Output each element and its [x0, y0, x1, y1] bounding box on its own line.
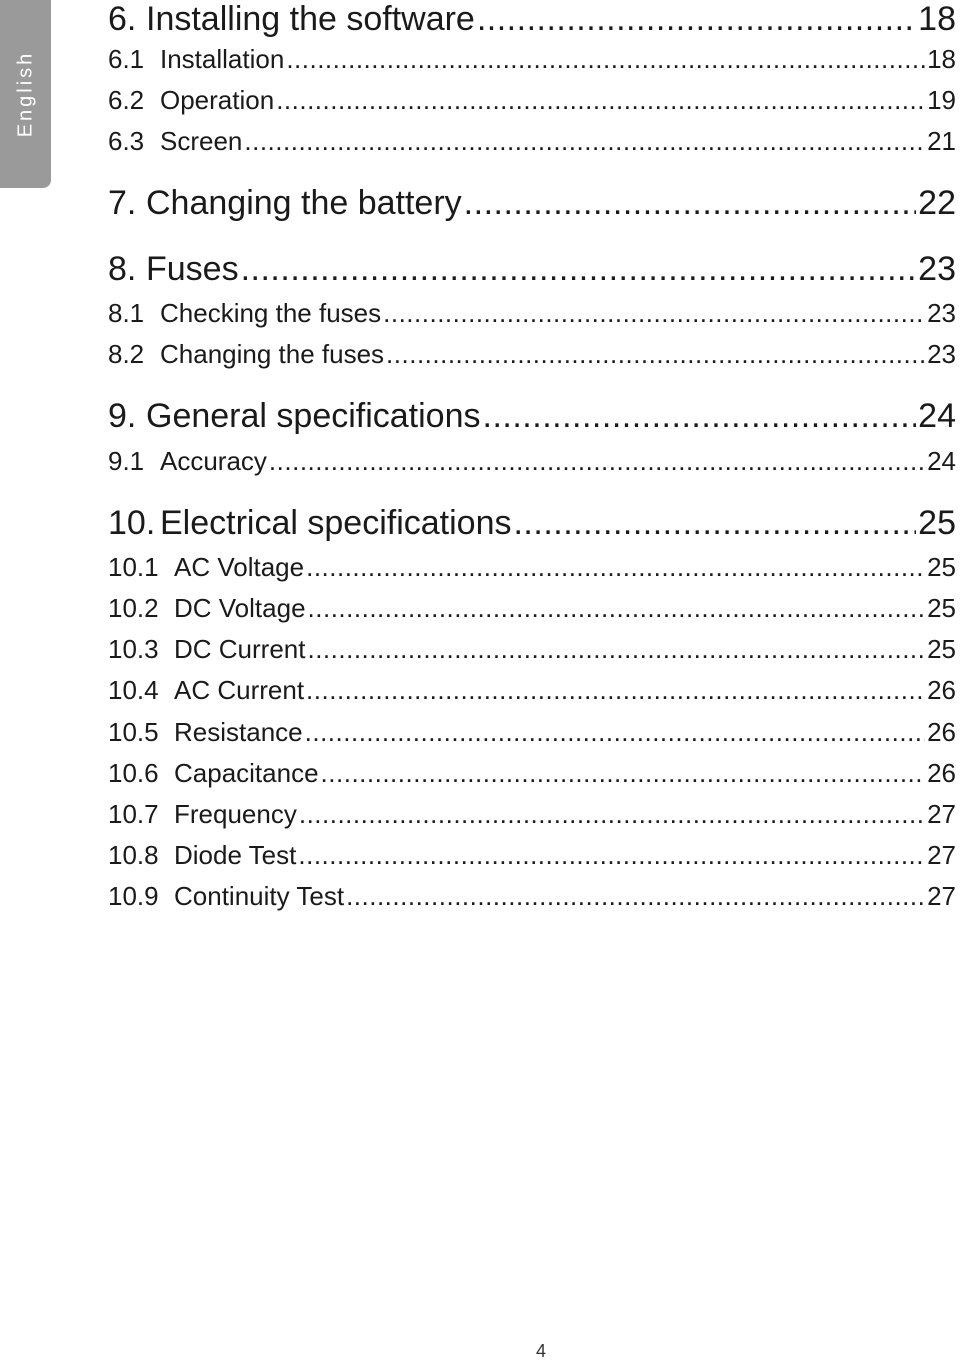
toc-entry-number: 8. [108, 250, 137, 288]
toc-entry-title: Fuses [146, 250, 239, 288]
toc-leader-dots [513, 504, 916, 543]
toc-leader-dots [306, 675, 925, 706]
toc-leader-dots [321, 758, 926, 789]
toc-leader-dots [286, 44, 925, 75]
toc-entry-title: Frequency [174, 799, 297, 829]
toc-entry-title: Continuity Test [174, 881, 345, 911]
toc-entry-page: 24 [918, 397, 956, 435]
toc-entry [108, 552, 956, 583]
toc-entry [108, 799, 956, 830]
toc-entry-number: 10. [108, 504, 156, 542]
toc-leader-dots [299, 799, 925, 830]
page-number: 4 [535, 1341, 546, 1361]
toc-entry-title: Changing the fuses [160, 339, 385, 369]
toc-entry-number: 10.9 [108, 881, 159, 911]
toc-entry [108, 298, 956, 329]
toc-leader-dots [307, 634, 925, 665]
toc-entry-title: Installation [160, 44, 285, 74]
toc-entry [108, 675, 956, 706]
toc-leader-dots [305, 717, 925, 748]
toc-entry-number: 10.7 [108, 799, 159, 829]
toc-entry [108, 446, 956, 477]
toc-entry-number: 10.4 [108, 675, 159, 705]
toc-entry-page: 23 [918, 250, 956, 288]
toc-entry-number: 9. [108, 397, 137, 435]
toc-entry-number: 6.3 [108, 126, 145, 156]
toc-entry-title: DC Voltage [174, 593, 306, 623]
toc-entry-title: AC Voltage [174, 552, 305, 582]
toc-entry-number: 8.2 [108, 339, 145, 369]
toc-leader-dots [464, 184, 917, 223]
toc-entry-page: 26 [927, 758, 956, 788]
toc-entry [108, 504, 956, 543]
toc-entry-page: 25 [927, 593, 956, 623]
toc-entry-page: 27 [927, 799, 956, 829]
toc-entry-title: AC Current [174, 675, 305, 705]
toc-leader-dots [298, 840, 925, 871]
toc-entry-page: 24 [927, 446, 956, 476]
toc-entry [108, 593, 956, 624]
toc-leader-dots [244, 126, 925, 157]
toc-entry-number: 6. [108, 0, 137, 38]
toc-leader-dots [276, 85, 925, 116]
toc-entry [108, 0, 956, 39]
toc-entry-page: 23 [927, 339, 956, 369]
toc-entry [108, 881, 956, 912]
toc-entry-page: 22 [918, 184, 956, 222]
toc-entry-number: 10.2 [108, 593, 159, 623]
toc-leader-dots [241, 250, 917, 289]
toc-entry-number: 10.5 [108, 717, 159, 747]
toc-entry-title: Diode Test [174, 840, 297, 870]
toc-entry [108, 126, 956, 157]
toc-leader-dots [269, 446, 925, 477]
toc-entry-page: 25 [927, 634, 956, 664]
toc-entry-page: 26 [927, 675, 956, 705]
toc-entry-title: DC Current [174, 634, 306, 664]
toc-entry [108, 397, 956, 436]
toc-entry [108, 44, 956, 75]
toc-entry-title: Installing the software [146, 0, 475, 38]
toc-leader-dots [386, 339, 925, 370]
toc-entry-number: 6.2 [108, 85, 145, 115]
toc-leader-dots [306, 552, 925, 583]
toc-entry-title: General specifications [146, 397, 481, 435]
toc-entry-title: Electrical specifications [160, 504, 512, 542]
toc-entry-number: 10.8 [108, 840, 159, 870]
toc-leader-dots [346, 881, 925, 912]
toc-entry-number: 9.1 [108, 446, 145, 476]
toc-leader-dots [477, 0, 916, 39]
toc-entry-page: 26 [927, 717, 956, 747]
toc-entry-number: 10.3 [108, 634, 159, 664]
toc-entry-page: 25 [927, 552, 956, 582]
toc-entry-number: 7. [108, 184, 137, 222]
toc-entry [108, 758, 956, 789]
toc-entry-title: Operation [160, 85, 275, 115]
toc-entry-number: 8.1 [108, 298, 145, 328]
toc-entry [108, 840, 956, 871]
toc-leader-dots [483, 397, 917, 436]
toc-entry-page: 27 [927, 840, 956, 870]
toc-entry-title: Accuracy [160, 446, 267, 476]
toc-entry [108, 85, 956, 116]
toc-entry-number: 10.1 [108, 552, 159, 582]
toc-entry-page: 27 [927, 881, 956, 911]
toc-entry-number: 10.6 [108, 758, 159, 788]
toc-entry-page: 21 [927, 126, 956, 156]
toc-leader-dots [308, 593, 926, 624]
toc-entry-page: 18 [927, 44, 956, 74]
toc-entry-page: 18 [918, 0, 956, 38]
toc-entry-number: 6.1 [108, 44, 145, 74]
toc-entry [108, 339, 956, 370]
toc-entry-title: Checking the fuses [160, 298, 382, 328]
toc-entry-page: 23 [927, 298, 956, 328]
toc-entry [108, 184, 956, 223]
toc-entry-title: Screen [160, 126, 243, 156]
toc-leader-dots [383, 298, 925, 329]
toc-entry-page: 19 [927, 85, 956, 115]
toc-entry [108, 634, 956, 665]
language-tab [0, 0, 51, 188]
toc-entry-page: 25 [918, 504, 956, 542]
toc-entry-title: Capacitance [174, 758, 319, 788]
toc-entry [108, 250, 956, 289]
toc-entry-title: Changing the battery [146, 184, 462, 222]
toc-entry-title: Resistance [174, 717, 303, 747]
toc-entry [108, 717, 956, 748]
language-tab-label: English [14, 50, 36, 138]
